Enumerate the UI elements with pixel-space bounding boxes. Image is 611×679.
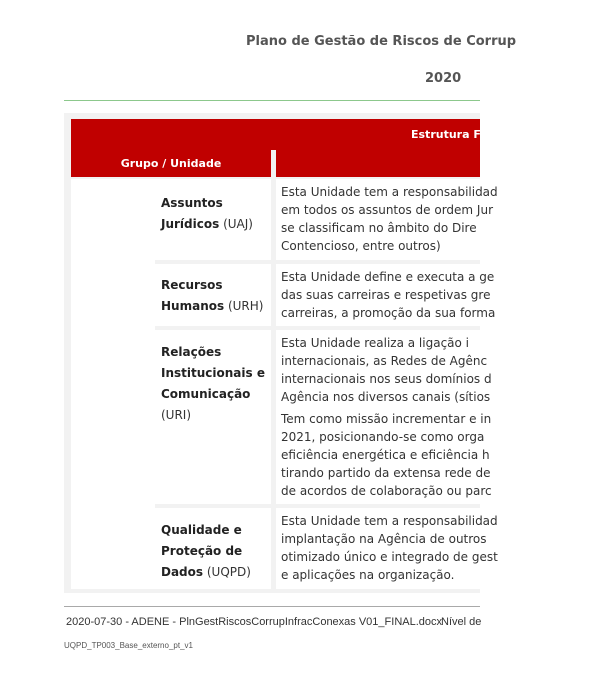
desc-line: carreiras, a promoção da sua forma [281,306,496,320]
header-divider [64,100,480,101]
table-row-name-uaj [155,179,271,260]
desc-line: otimizado único e integrado de gest [281,550,498,564]
desc-line: eficiência energética e eficiência h [281,448,490,462]
row-name-bold: Comunicação [161,387,251,401]
table-banner-title: Estrutura Fu [411,128,489,141]
document-title: Plano de Gestão de Riscos de Corrup [246,34,517,49]
table-row-name-uqpd [155,508,271,589]
row-name-bold: Recursos [161,278,223,292]
group-column-cell [71,179,155,589]
row-name-bold: Institucionais e [161,366,265,380]
desc-line: Agência nos diversos canais (sítios [281,390,491,404]
row-name-bold: Qualidade e [161,523,242,537]
desc-line: das suas carreiras e respetivas gre [281,288,491,302]
desc-line: tirando partido da extensa rede de [281,466,491,480]
document-year: 2020 [425,71,462,86]
desc-line: Esta Unidade tem a responsabilidad [281,514,498,528]
row-code: (URI) [161,408,192,422]
footer-filename: 2020-07-30 - ADENE - PlnGestRiscosCorrupInfracConexas V01_FINAL.docx [66,616,443,628]
desc-line: Esta Unidade define e executa a ge [281,270,495,284]
desc-line: internacionais nos seus domínios d [281,372,492,386]
row-name-bold: Assuntos [161,196,223,210]
column-header-group-label: Grupo / Unidade [120,157,222,170]
desc-line: em todos os assuntos de ordem Jur [281,203,494,217]
column-header-group [71,150,271,177]
table-row-desc-uqpd [276,508,498,589]
row-name-bold: Proteção de [161,544,243,558]
table-row-desc-urh [276,264,496,326]
footer-divider [64,606,480,607]
desc-line: internacionais, as Redes de Agênc [281,354,488,368]
row-name-bold: Jurídicos [161,217,220,231]
row-code: (UAJ) [223,217,253,231]
table-row-name-urh [155,264,271,326]
desc-line: Tem como missão incrementar e in [281,412,492,426]
desc-line: 2021, posicionando-se como orga [281,430,485,444]
structure-table [64,113,498,593]
table-banner [71,119,489,150]
desc-line: Esta Unidade tem a responsabilidad [281,185,498,199]
desc-line: de acordos de colaboração ou parc [281,484,492,498]
desc-line: se classificam no âmbito do Dire [281,221,477,235]
desc-line: Esta Unidade realiza a ligação i [281,336,470,350]
row-code: (URH) [227,299,264,313]
table-row-desc-uaj [276,179,498,260]
footer-classification: Nível de [441,616,482,628]
row-name-bold: Relações [161,345,222,359]
table-row-desc-uri [276,330,492,504]
template-identifier: UQPD_TP003_Base_externo_pt_v1 [64,641,193,650]
column-header-description [276,150,480,177]
desc-line: Contencioso, entre outros) [281,239,441,253]
row-name-bold: Humanos [161,299,225,313]
desc-line: implantação na Agência de outros [281,532,487,546]
row-code: (UQPD) [206,565,251,579]
desc-line: e aplicações na organização. [281,568,455,582]
table-row-name-uri [155,330,271,504]
row-name-bold: Dados [161,565,204,579]
